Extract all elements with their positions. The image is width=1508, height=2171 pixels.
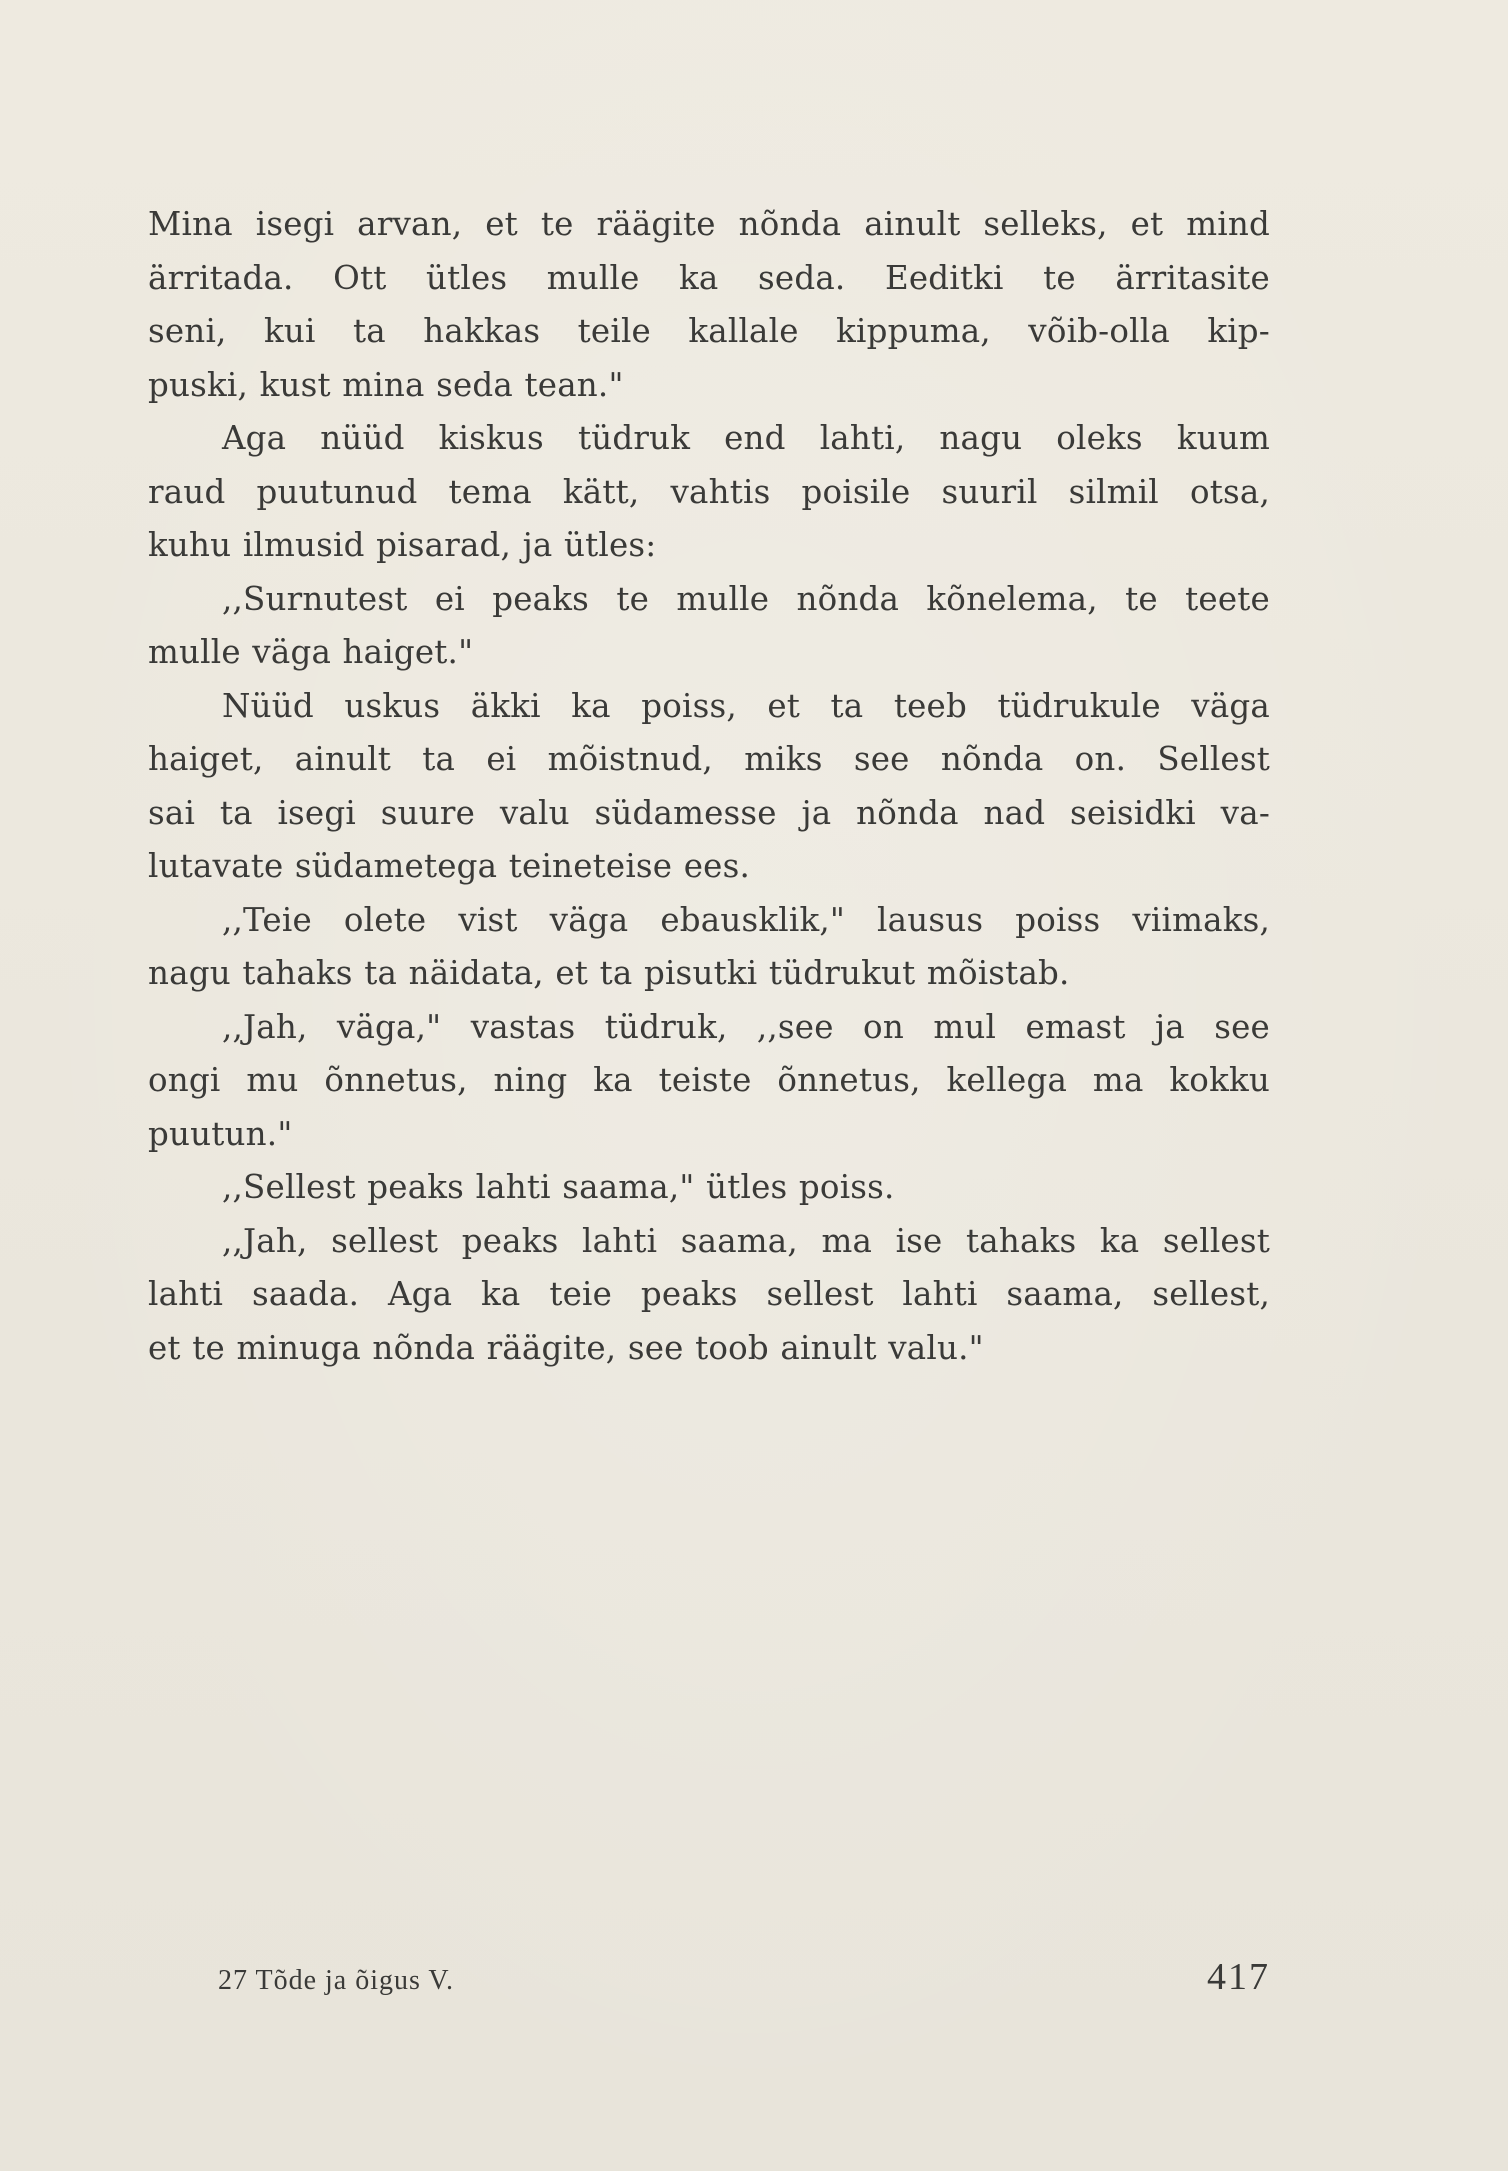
text-line: nagu tahaks ta näidata, et ta pisutki tüdrukut mõistab. (148, 954, 1070, 992)
body-text (148, 198, 1270, 1375)
text-line: ,,Jah, väga," vastas tüdruk, ,,see on mul emast ja see (222, 1007, 1270, 1046)
text-line: lahti saada. Aga ka teie peaks sellest lahti saama, sellest, (148, 1275, 1270, 1313)
text-line: puski, kust mina seda tean." (148, 365, 624, 404)
text-line: mulle väga haiget." (148, 633, 474, 671)
text-line: ,,Surnutest ei peaks te mulle nõnda kõnelema, te teete (222, 579, 1270, 618)
text-line: Aga nüüd kiskus tüdruk end lahti, nagu oleks kuum (222, 419, 1270, 457)
text-line: kuhu ilmusid pisarad, ja ütles: (148, 526, 657, 564)
text-line: Nüüd uskus äkki ka poiss, et ta teeb tüdrukule väga (222, 686, 1270, 725)
text-line: ärritada. Ott ütles mulle ka seda. Eeditki te ärritasite (148, 258, 1270, 297)
text-line: ,,Jah, sellest peaks lahti saama, ma ise tahaks ka sellest (222, 1221, 1270, 1260)
page-footer (218, 1955, 1270, 2005)
printer-signature: 27 Tõde ja õigus V. (218, 1965, 455, 1996)
text-line: ,,Sellest peaks lahti saama," ütles poiss. (222, 1168, 895, 1206)
text-line: lutavate südametega teineteise ees. (148, 847, 751, 885)
text-line: raud puutunud tema kätt, vahtis poisile suuril silmil otsa, (148, 472, 1270, 511)
text-line: sai ta isegi suure valu südamesse ja nõnda nad seisidki va- (148, 793, 1270, 832)
text-line: ongi mu õnnetus, ning ka teiste õnnetus, kellega ma kokku (148, 1061, 1270, 1099)
text-line: ,,Teie olete vist väga ebausklik," lausus poiss viimaks, (222, 900, 1270, 939)
text-line: seni, kui ta hakkas teile kallale kippuma, võib-olla kip- (148, 312, 1270, 350)
text-line: puutun." (148, 1114, 293, 1153)
page-number: 417 (1207, 1956, 1270, 1998)
text-line: haiget, ainult ta ei mõistnud, miks see nõnda on. Sellest (148, 740, 1270, 778)
text-line: et te minuga nõnda räägite, see toob ainult valu." (148, 1328, 984, 1367)
text-line: Mina isegi arvan, et te räägite nõnda ainult selleks, et mind (148, 205, 1270, 243)
